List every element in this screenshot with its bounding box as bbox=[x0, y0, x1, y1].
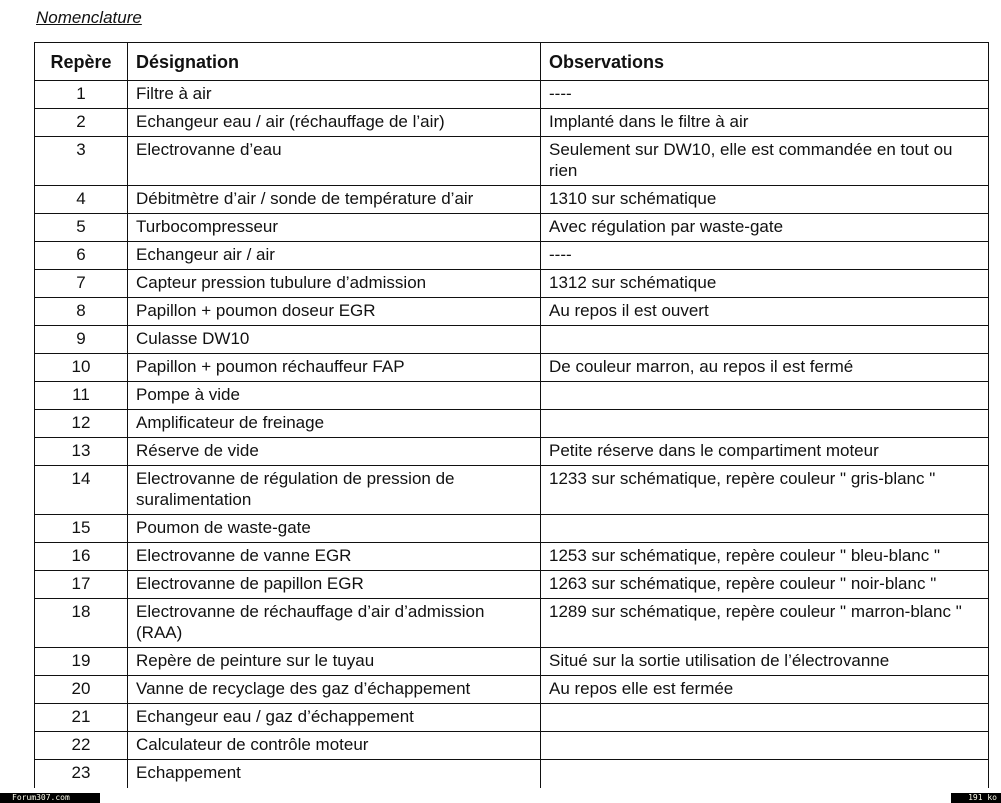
cell-observations: ---- bbox=[541, 81, 989, 109]
footer-bar bbox=[0, 793, 1001, 803]
cell-designation: Débitmètre d’air / sonde de température d’air bbox=[128, 186, 541, 214]
cell-observations: 1310 sur schématique bbox=[541, 186, 989, 214]
table-row bbox=[35, 137, 989, 186]
table-row bbox=[35, 515, 989, 543]
table-row bbox=[35, 214, 989, 242]
table-row bbox=[35, 599, 989, 648]
cell-designation: Papillon + poumon doseur EGR bbox=[128, 298, 541, 326]
cell-repere: 13 bbox=[35, 438, 128, 466]
cell-repere: 6 bbox=[35, 242, 128, 270]
table-row bbox=[35, 354, 989, 382]
cell-repere: 11 bbox=[35, 382, 128, 410]
cell-observations bbox=[541, 515, 989, 543]
cell-designation: Poumon de waste-gate bbox=[128, 515, 541, 543]
table-row bbox=[35, 648, 989, 676]
cell-designation: Echappement bbox=[128, 760, 541, 789]
cell-designation: Amplificateur de freinage bbox=[128, 410, 541, 438]
cell-observations: 1312 sur schématique bbox=[541, 270, 989, 298]
cell-designation: Echangeur eau / air (réchauffage de l’air) bbox=[128, 109, 541, 137]
table-row bbox=[35, 298, 989, 326]
cell-observations: ---- bbox=[541, 242, 989, 270]
cell-designation: Echangeur air / air bbox=[128, 242, 541, 270]
cell-repere: 20 bbox=[35, 676, 128, 704]
table-row bbox=[35, 571, 989, 599]
cell-observations: Implanté dans le filtre à air bbox=[541, 109, 989, 137]
table-row bbox=[35, 270, 989, 298]
cell-observations: Avec régulation par waste-gate bbox=[541, 214, 989, 242]
cell-repere: 17 bbox=[35, 571, 128, 599]
cell-designation: Echangeur eau / gaz d’échappement bbox=[128, 704, 541, 732]
table-row bbox=[35, 732, 989, 760]
header-observations: Observations bbox=[541, 43, 989, 81]
cell-repere: 7 bbox=[35, 270, 128, 298]
cell-designation: Réserve de vide bbox=[128, 438, 541, 466]
table-row bbox=[35, 186, 989, 214]
table-row bbox=[35, 242, 989, 270]
table-row bbox=[35, 410, 989, 438]
cell-repere: 23 bbox=[35, 760, 128, 789]
table-row bbox=[35, 438, 989, 466]
cell-designation: Capteur pression tubulure d’admission bbox=[128, 270, 541, 298]
cell-repere: 14 bbox=[35, 466, 128, 515]
cell-observations bbox=[541, 760, 989, 789]
cell-repere: 18 bbox=[35, 599, 128, 648]
cell-designation: Electrovanne de réchauffage d’air d’admission (RAA) bbox=[128, 599, 541, 648]
cell-repere: 8 bbox=[35, 298, 128, 326]
footer-size: 191 ko bbox=[951, 793, 1001, 803]
table-row bbox=[35, 109, 989, 137]
cell-designation: Electrovanne de régulation de pression de suralimentation bbox=[128, 466, 541, 515]
cell-designation: Repère de peinture sur le tuyau bbox=[128, 648, 541, 676]
cell-observations bbox=[541, 704, 989, 732]
header-repere: Repère bbox=[35, 43, 128, 81]
cell-repere: 4 bbox=[35, 186, 128, 214]
cell-repere: 22 bbox=[35, 732, 128, 760]
cell-repere: 5 bbox=[35, 214, 128, 242]
cell-repere: 9 bbox=[35, 326, 128, 354]
cell-observations bbox=[541, 382, 989, 410]
cell-designation: Pompe à vide bbox=[128, 382, 541, 410]
cell-observations: Au repos elle est fermée bbox=[541, 676, 989, 704]
cell-observations: 1289 sur schématique, repère couleur " marron-blanc " bbox=[541, 599, 989, 648]
cell-observations bbox=[541, 326, 989, 354]
cell-repere: 15 bbox=[35, 515, 128, 543]
table-header-row bbox=[35, 43, 989, 81]
cell-observations: 1233 sur schématique, repère couleur " gris-blanc " bbox=[541, 466, 989, 515]
cell-observations: 1263 sur schématique, repère couleur " noir-blanc " bbox=[541, 571, 989, 599]
footer-site: Forum307.com bbox=[0, 793, 100, 803]
cell-repere: 3 bbox=[35, 137, 128, 186]
section-title: Nomenclature bbox=[36, 8, 142, 27]
cell-designation: Papillon + poumon réchauffeur FAP bbox=[128, 354, 541, 382]
cell-observations: Petite réserve dans le compartiment moteur bbox=[541, 438, 989, 466]
cell-observations bbox=[541, 732, 989, 760]
table-row bbox=[35, 81, 989, 109]
cell-observations: Au repos il est ouvert bbox=[541, 298, 989, 326]
cell-designation: Electrovanne de vanne EGR bbox=[128, 543, 541, 571]
table-row bbox=[35, 326, 989, 354]
cell-repere: 19 bbox=[35, 648, 128, 676]
header-designation: Désignation bbox=[128, 43, 541, 81]
cell-repere: 12 bbox=[35, 410, 128, 438]
cell-observations: De couleur marron, au repos il est fermé bbox=[541, 354, 989, 382]
table-row bbox=[35, 676, 989, 704]
cell-repere: 1 bbox=[35, 81, 128, 109]
cell-designation: Turbocompresseur bbox=[128, 214, 541, 242]
cell-designation: Electrovanne de papillon EGR bbox=[128, 571, 541, 599]
cell-designation: Electrovanne d’eau bbox=[128, 137, 541, 186]
cell-designation: Calculateur de contrôle moteur bbox=[128, 732, 541, 760]
cell-repere: 16 bbox=[35, 543, 128, 571]
cell-observations: Situé sur la sortie utilisation de l’électrovanne bbox=[541, 648, 989, 676]
cell-observations bbox=[541, 410, 989, 438]
cell-repere: 21 bbox=[35, 704, 128, 732]
cell-repere: 10 bbox=[35, 354, 128, 382]
cell-observations: Seulement sur DW10, elle est commandée en tout ou rien bbox=[541, 137, 989, 186]
table-row bbox=[35, 704, 989, 732]
cell-designation: Vanne de recyclage des gaz d’échappement bbox=[128, 676, 541, 704]
table-row bbox=[35, 466, 989, 515]
cell-designation: Filtre à air bbox=[128, 81, 541, 109]
cell-repere: 2 bbox=[35, 109, 128, 137]
table-row bbox=[35, 760, 989, 789]
cell-observations: 1253 sur schématique, repère couleur " bleu-blanc " bbox=[541, 543, 989, 571]
cell-designation: Culasse DW10 bbox=[128, 326, 541, 354]
nomenclature-table bbox=[34, 42, 989, 788]
table-row bbox=[35, 543, 989, 571]
table-row bbox=[35, 382, 989, 410]
